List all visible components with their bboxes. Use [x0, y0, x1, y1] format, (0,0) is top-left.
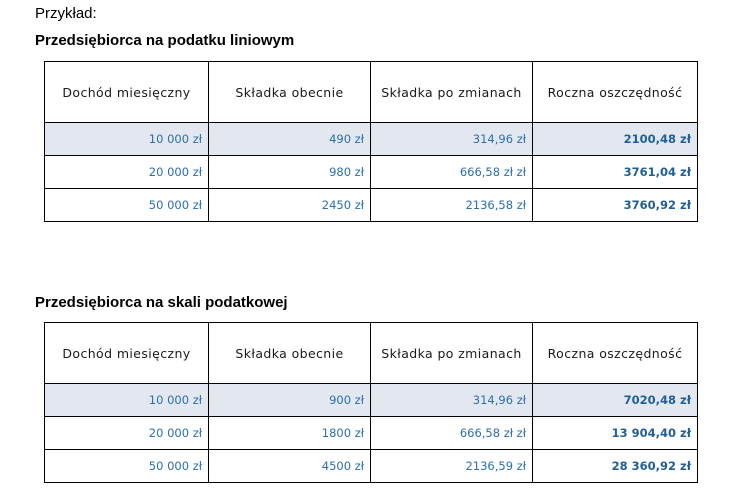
cell-monthly-income: 20 000 zł [45, 156, 209, 189]
intro-label: Przykład: [35, 5, 97, 22]
cell-contribution-after-changes: 2136,59 zł [371, 450, 533, 483]
header-annual-savings: Roczna oszczędność [533, 323, 698, 384]
header-current-contribution: Składka obecnie [209, 323, 371, 384]
cell-annual-savings: 3761,04 zł [533, 156, 698, 189]
cell-annual-savings: 2100,48 zł [533, 123, 698, 156]
table-header-row [45, 323, 698, 384]
cell-monthly-income: 20 000 zł [45, 417, 209, 450]
cell-annual-savings: 7020,48 zł [533, 384, 698, 417]
cell-current-contribution: 980 zł [209, 156, 371, 189]
cell-current-contribution: 4500 zł [209, 450, 371, 483]
table-row [45, 189, 698, 222]
cell-contribution-after-changes: 314,96 zł [371, 123, 533, 156]
table-header-row [45, 62, 698, 123]
cell-current-contribution: 2450 zł [209, 189, 371, 222]
contribution-table-linear-tax [44, 61, 698, 222]
header-contribution-after-changes: Składka po zmianach [371, 323, 533, 384]
cell-contribution-after-changes: 666,58 zł zł [371, 156, 533, 189]
header-annual-savings: Roczna oszczędność [533, 62, 698, 123]
table-row [45, 450, 698, 483]
section-title-linear-tax: Przedsiębiorca na podatku liniowym [35, 32, 295, 49]
cell-current-contribution: 1800 zł [209, 417, 371, 450]
cell-monthly-income: 50 000 zł [45, 450, 209, 483]
header-contribution-after-changes: Składka po zmianach [371, 62, 533, 123]
cell-current-contribution: 490 zł [209, 123, 371, 156]
contribution-table-tax-scale [44, 322, 698, 483]
header-monthly-income: Dochód miesięczny [45, 62, 209, 123]
cell-monthly-income: 10 000 zł [45, 384, 209, 417]
table-row [45, 156, 698, 189]
header-current-contribution: Składka obecnie [209, 62, 371, 123]
cell-monthly-income: 10 000 zł [45, 123, 209, 156]
cell-contribution-after-changes: 314,96 zł [371, 384, 533, 417]
cell-annual-savings: 3760,92 zł [533, 189, 698, 222]
cell-annual-savings: 28 360,92 zł [533, 450, 698, 483]
cell-monthly-income: 50 000 zł [45, 189, 209, 222]
table-row [45, 384, 698, 417]
cell-current-contribution: 900 zł [209, 384, 371, 417]
cell-contribution-after-changes: 2136,58 zł [371, 189, 533, 222]
cell-contribution-after-changes: 666,58 zł zł [371, 417, 533, 450]
table-row [45, 417, 698, 450]
table-row [45, 123, 698, 156]
cell-annual-savings: 13 904,40 zł [533, 417, 698, 450]
section-title-tax-scale: Przedsiębiorca na skali podatkowej [35, 294, 288, 311]
header-monthly-income: Dochód miesięczny [45, 323, 209, 384]
